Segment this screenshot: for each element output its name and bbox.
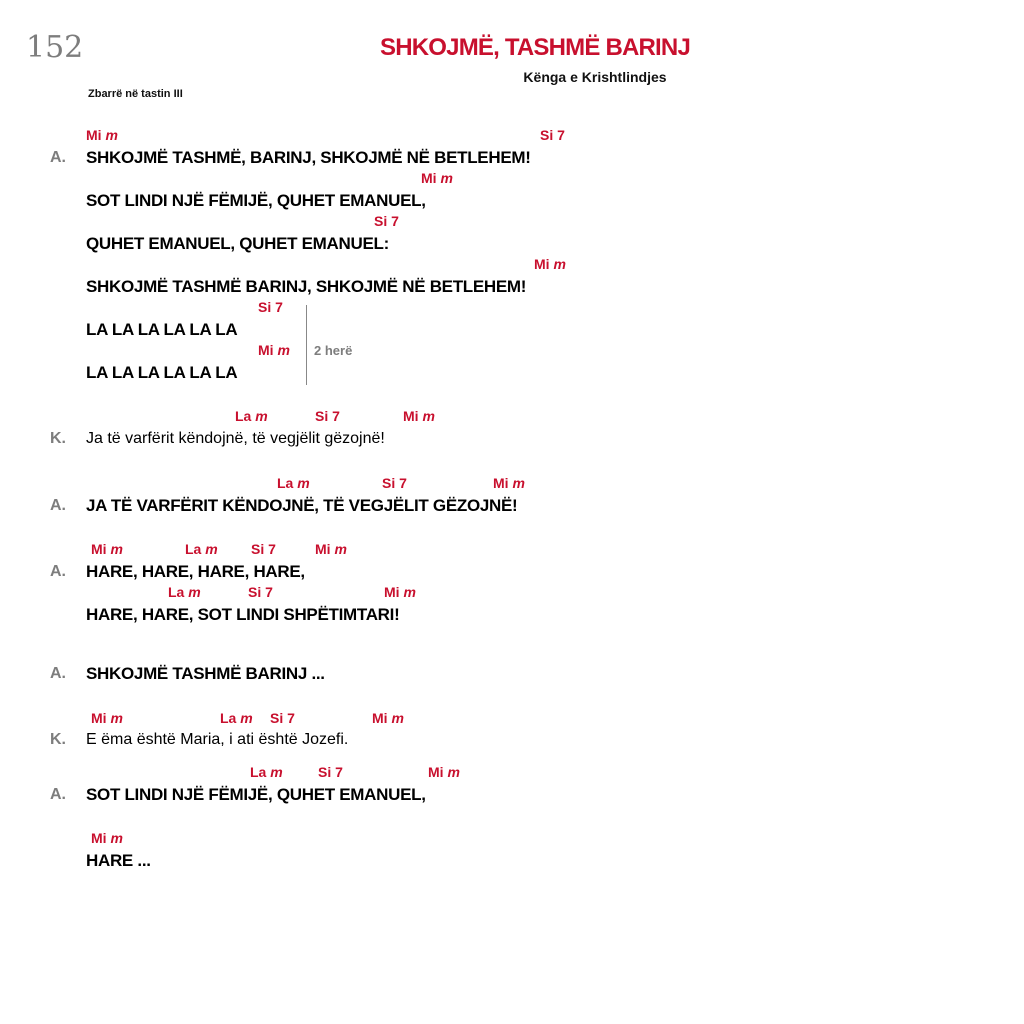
lyric-line: HARE ...: [86, 851, 151, 870]
chord-mi-minor: Mi m: [91, 830, 123, 846]
speaker-label: A.: [50, 563, 66, 580]
chord-si7: Si 7: [382, 475, 407, 491]
lyric-line: SHKOJMË TASHMË BARINJ ...: [86, 664, 325, 683]
chord-si7: Si 7: [248, 584, 273, 600]
lyric-line: SHKOJMË TASHMË BARINJ, SHKOJMË NË BETLEHEM!: [86, 277, 527, 296]
chord-la-minor: La m: [220, 710, 253, 726]
chord-mi-minor: Mi m: [403, 408, 435, 424]
speaker-label: K.: [50, 430, 66, 447]
lyric-line: E ëma është Maria, i ati është Jozefi.: [86, 731, 349, 748]
capo-note: Zbarrë në tastin III: [88, 88, 183, 100]
chord-mi-minor: Mi m: [493, 475, 525, 491]
lyric-line: HARE, HARE, HARE, HARE,: [86, 562, 305, 581]
repeat-bar: [306, 305, 307, 385]
chord-mi-minor: Mi m: [258, 342, 290, 358]
repeat-label: 2 herë: [314, 343, 353, 358]
lyric-line: SOT LINDI NJË FËMIJË, QUHET EMANUEL,: [86, 191, 426, 210]
chord-mi-minor: Mi m: [91, 710, 123, 726]
chord-si7: Si 7: [318, 764, 343, 780]
chord-si7: Si 7: [258, 299, 283, 315]
chord-mi-minor: Mi m: [428, 764, 460, 780]
chord-mi-minor: Mi m: [372, 710, 404, 726]
lyric-line: JA TË VARFËRIT KËNDOJNË, TË VEGJËLIT GËZOJNË!: [86, 496, 518, 515]
song-title: SHKOJMË, TASHMË BARINJ: [380, 34, 690, 61]
chord-la-minor: La m: [250, 764, 283, 780]
speaker-label: A.: [50, 497, 66, 514]
song-subtitle: Kënga e Krishtlindjes: [523, 69, 667, 85]
chord-si7: Si 7: [374, 213, 399, 229]
chord-mi-minor: Mi m: [91, 541, 123, 557]
chord-mi-minor: Mi m: [421, 170, 453, 186]
lyric-line: Ja të varfërit këndojnë, të vegjëlit gëzojnë!: [86, 430, 385, 447]
chord-si7: Si 7: [270, 710, 295, 726]
lyric-line: HARE, HARE, SOT LINDI SHPËTIMTARI!: [86, 605, 400, 624]
speaker-label: K.: [50, 731, 66, 748]
chord-la-minor: La m: [185, 541, 218, 557]
lyric-line: SHKOJMË TASHMË, BARINJ, SHKOJMË NË BETLEHEM!: [86, 148, 531, 167]
lyric-line: QUHET EMANUEL, QUHET EMANUEL:: [86, 234, 389, 253]
speaker-label: A.: [50, 665, 66, 682]
chord-si7: Si 7: [540, 127, 565, 143]
chord-mi-minor: Mi m: [315, 541, 347, 557]
chord-si7: Si 7: [315, 408, 340, 424]
speaker-label: A.: [50, 786, 66, 803]
speaker-label: A.: [50, 149, 66, 166]
chord-mi-minor: Mi m: [86, 127, 118, 143]
chord-la-minor: La m: [277, 475, 310, 491]
page-number: 152: [26, 30, 84, 65]
chord-la-minor: La m: [168, 584, 201, 600]
lyric-line: LA LA LA LA LA LA: [86, 320, 238, 339]
chord-si7: Si 7: [251, 541, 276, 557]
chord-mi-minor: Mi m: [534, 256, 566, 272]
chord-mi-minor: Mi m: [384, 584, 416, 600]
chord-la-minor: La m: [235, 408, 268, 424]
lyric-line: SOT LINDI NJË FËMIJË, QUHET EMANUEL,: [86, 785, 426, 804]
lyric-line: LA LA LA LA LA LA: [86, 363, 238, 382]
